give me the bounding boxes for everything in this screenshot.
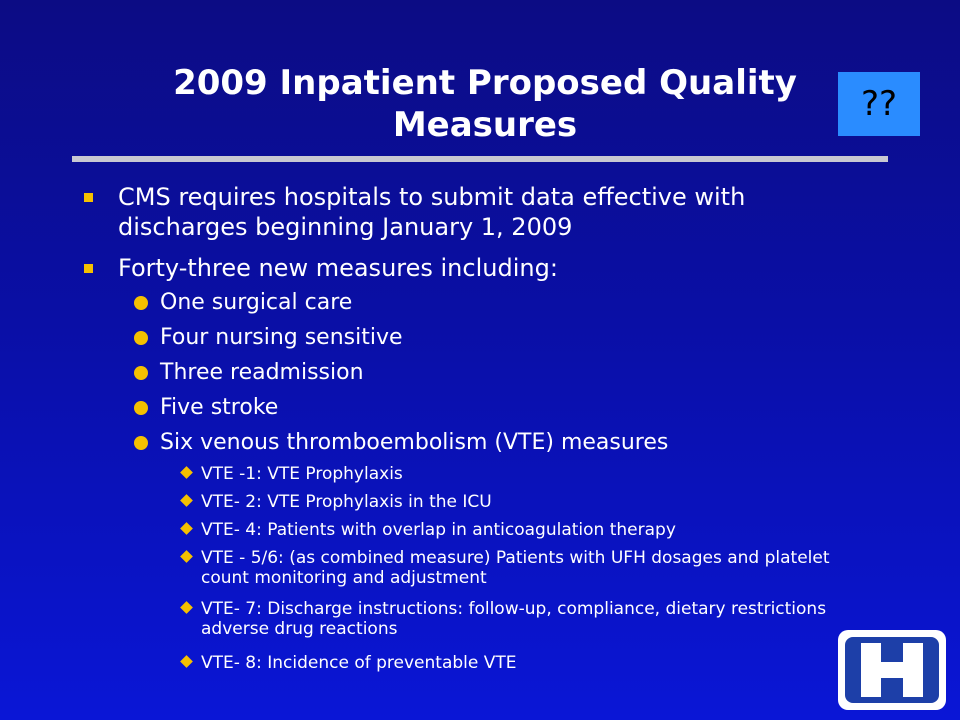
bullet-text: CMS requires hospitals to submit data effective with discharges beginning January 1, 2009: [118, 183, 746, 241]
circle-bullet-icon: [134, 331, 148, 345]
vte-item: [201, 520, 881, 540]
vte-item: [201, 492, 881, 512]
diamond-bullet-icon: [180, 655, 193, 668]
bullet-item: [118, 253, 858, 283]
sub-bullet-item: [160, 429, 820, 457]
square-bullet-icon: [84, 264, 93, 273]
sub-bullet-item: [160, 394, 820, 422]
circle-bullet-icon: [134, 436, 148, 450]
circle-bullet-icon: [134, 366, 148, 380]
sub-bullet-text: Three readmission: [160, 360, 364, 385]
vte-item: [201, 599, 881, 639]
square-bullet-icon: [84, 193, 93, 202]
diamond-bullet-icon: [180, 550, 193, 563]
sub-bullet-item: [160, 289, 820, 317]
circle-bullet-icon: [134, 296, 148, 310]
vte-text: VTE- 8: Incidence of preventable VTE: [201, 653, 517, 673]
sub-bullet-text: Five stroke: [160, 395, 279, 420]
vte-item: [201, 464, 881, 484]
slide-title: 2009 Inpatient Proposed Quality Measures: [173, 63, 797, 145]
vte-text: VTE - 5/6: (as combined measure) Patients with UFH dosages and platelet count monitoring and adjustment: [201, 548, 830, 588]
question-badge: ??: [838, 72, 920, 136]
vte-text: VTE -1: VTE Prophylaxis: [201, 464, 403, 484]
bullet-item: [118, 182, 858, 242]
vte-item: [201, 548, 881, 588]
vte-item: [201, 653, 881, 673]
sub-bullet-item: [160, 324, 820, 352]
circle-bullet-icon: [134, 401, 148, 415]
bullet-text: Forty-three new measures including:: [118, 254, 558, 282]
diamond-bullet-icon: [180, 494, 193, 507]
sub-bullet-item: [160, 359, 820, 387]
diamond-bullet-icon: [180, 522, 193, 535]
vte-text: VTE- 2: VTE Prophylaxis in the ICU: [201, 492, 492, 512]
diamond-bullet-icon: [180, 601, 193, 614]
vte-text: VTE- 7: Discharge instructions: follow-up, compliance, dietary restrictions adverse drug reactions: [201, 599, 827, 639]
sub-bullet-text: Six venous thromboembolism (VTE) measures: [160, 430, 669, 455]
hospital-logo: [838, 630, 946, 710]
sub-bullet-text: One surgical care: [160, 290, 353, 315]
hospital-h-icon: [845, 637, 939, 703]
diamond-bullet-icon: [180, 466, 193, 479]
vte-text: VTE- 4: Patients with overlap in anticoagulation therapy: [201, 520, 676, 540]
sub-bullet-text: Four nursing sensitive: [160, 325, 403, 350]
